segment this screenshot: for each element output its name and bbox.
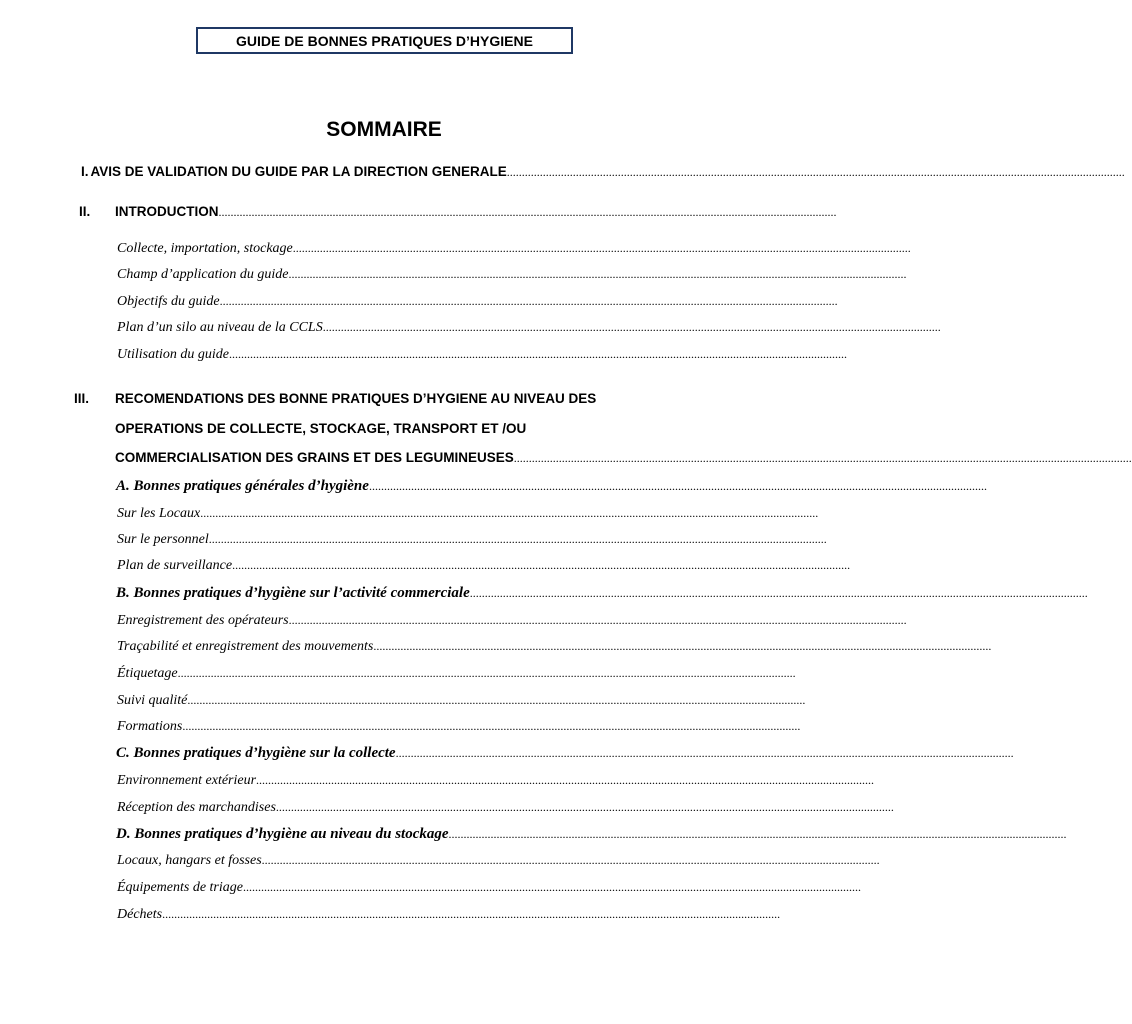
toc-item-label: Étiquetage	[117, 666, 178, 681]
toc-item[interactable]	[117, 558, 851, 574]
toc-leader-dots: ..............................................................................................................................................................................................................	[177, 666, 796, 680]
toc-subsection-label: C. Bonnes pratiques d’hygiène sur la collecte	[116, 745, 396, 761]
toc-item[interactable]	[117, 907, 781, 923]
toc-item-label: Sur le personnel	[117, 532, 209, 547]
toc-item-label: Environnement extérieur	[117, 773, 257, 788]
toc-section-2-number: II.	[79, 204, 91, 219]
document-header	[196, 27, 573, 54]
toc-leader-dots: ..............................................................................................................................................................................................................	[448, 827, 1067, 841]
toc-item-label: Champ d’application du guide	[117, 267, 289, 282]
toc-leader-dots: ..............................................................................................................................................................................................................	[256, 773, 875, 787]
toc-subsection-b[interactable]	[116, 585, 1088, 602]
toc-item-label: Déchets	[117, 907, 163, 922]
toc-item[interactable]	[117, 719, 801, 735]
toc-item-label: Enregistrement des opérateurs	[117, 613, 289, 628]
toc-leader-dots: ..............................................................................................................................................................................................................	[288, 267, 907, 281]
toc-subsection-label: A. Bonnes pratiques générales d’hygiène	[116, 478, 369, 494]
page-title: SOMMAIRE	[326, 118, 442, 141]
toc-section-3-line-2: OPERATIONS DE COLLECTE, STOCKAGE, TRANSPORT ET /OU	[115, 421, 527, 436]
toc-leader-dots: ..............................................................................................................................................................................................................	[219, 294, 838, 308]
toc-leader-dots: ..............................................................................................................................................................................................................	[395, 746, 1014, 760]
toc-subsection-label: B. Bonnes pratiques d’hygiène sur l’activité commerciale	[116, 585, 470, 601]
toc-item[interactable]	[117, 347, 847, 363]
toc-leader-dots: ..............................................................................................................................................................................................................	[162, 907, 781, 921]
toc-leader-dots: ..............................................................................................................................................................................................................	[288, 613, 907, 627]
toc-item[interactable]	[117, 613, 907, 629]
toc-item-label: Sur les Locaux	[117, 506, 201, 521]
toc-item-label: Formations	[117, 719, 183, 734]
toc-item-label: Plan d’un silo au niveau de la CCLS	[117, 320, 323, 335]
toc-item-label: Plan de surveillance	[117, 558, 233, 573]
toc-section-1-number: I.	[81, 164, 89, 179]
toc-subsection-c[interactable]	[116, 745, 1014, 762]
toc-section-3-line-1: RECOMENDATIONS DES BONNE PRATIQUES D’HYGIENE AU NIVEAU DES	[115, 391, 597, 406]
toc-item-label: Traçabilité et enregistrement des mouvements	[117, 639, 374, 654]
toc-subsection-a[interactable]	[116, 478, 987, 495]
toc-item[interactable]	[117, 320, 941, 336]
toc-leader-dots: ..............................................................................................................................................................................................................	[182, 719, 801, 733]
toc-leader-dots: ..............................................................................................................................................................................................................	[513, 451, 1132, 465]
toc-item-label: Collecte, importation, stockage	[117, 241, 293, 256]
toc-leader-dots: ..............................................................................................................................................................................................................	[200, 506, 819, 520]
toc-leader-dots: ..............................................................................................................................................................................................................	[292, 241, 911, 255]
toc-item[interactable]	[117, 853, 880, 869]
toc-item[interactable]	[117, 693, 806, 709]
toc-subsection-d[interactable]	[116, 826, 1067, 843]
toc-leader-dots: ..............................................................................................................................................................................................................	[229, 347, 847, 361]
toc-section-3-number: III.	[74, 391, 90, 406]
toc-item-label: Objectifs du guide	[117, 294, 220, 309]
toc-leader-dots: ..............................................................................................................................................................................................................	[242, 880, 861, 894]
toc-item[interactable]	[117, 639, 992, 655]
toc-section-3[interactable]	[115, 450, 1132, 466]
toc-item[interactable]	[117, 241, 911, 257]
toc-section-1-label: AVIS DE VALIDATION DU GUIDE PAR LA DIRECTION GENERALE	[90, 164, 507, 179]
toc-leader-dots: ..............................................................................................................................................................................................................	[506, 165, 1125, 179]
toc-leader-dots: ..............................................................................................................................................................................................................	[232, 558, 851, 572]
toc-subsection-label: D. Bonnes pratiques d’hygiène au niveau du stockage	[116, 826, 449, 842]
toc-section-3-line-3: COMMERCIALISATION DES GRAINS ET DES LEGUMINEUSES	[115, 450, 514, 465]
toc-leader-dots: ..............................................................................................................................................................................................................	[208, 532, 827, 546]
toc-item-label: Suivi qualité	[117, 693, 188, 708]
header-title: GUIDE DE BONNES PRATIQUES D’HYGIENE	[236, 32, 533, 49]
toc-item[interactable]	[117, 532, 827, 548]
toc-item[interactable]	[117, 666, 796, 682]
toc-item[interactable]	[117, 773, 875, 789]
toc-item-label: Réception des marchandises	[117, 800, 276, 815]
toc-leader-dots: ..............................................................................................................................................................................................................	[261, 853, 880, 867]
toc-item[interactable]	[117, 294, 838, 310]
toc-section-1[interactable]	[81, 164, 1125, 180]
toc-leader-dots: ..............................................................................................................................................................................................................	[368, 479, 987, 493]
toc-leader-dots: ..............................................................................................................................................................................................................	[218, 205, 837, 219]
toc-item[interactable]	[117, 267, 907, 283]
toc-leader-dots: ..............................................................................................................................................................................................................	[187, 693, 806, 707]
toc-item-label: Utilisation du guide	[117, 347, 229, 362]
toc-section-2-label: INTRODUCTION	[115, 204, 219, 219]
toc-item[interactable]	[117, 506, 819, 522]
toc-leader-dots: ..............................................................................................................................................................................................................	[275, 800, 894, 814]
toc-leader-dots: ..............................................................................................................................................................................................................	[373, 639, 992, 653]
toc-item[interactable]	[117, 880, 861, 896]
toc-item[interactable]	[117, 800, 894, 816]
toc-leader-dots: ..............................................................................................................................................................................................................	[322, 320, 941, 334]
toc-item-label: Locaux, hangars et fosses	[117, 853, 262, 868]
toc-section-2[interactable]	[115, 204, 837, 220]
toc-leader-dots: ..............................................................................................................................................................................................................	[469, 586, 1088, 600]
toc-item-label: Équipements de triage	[117, 880, 243, 895]
